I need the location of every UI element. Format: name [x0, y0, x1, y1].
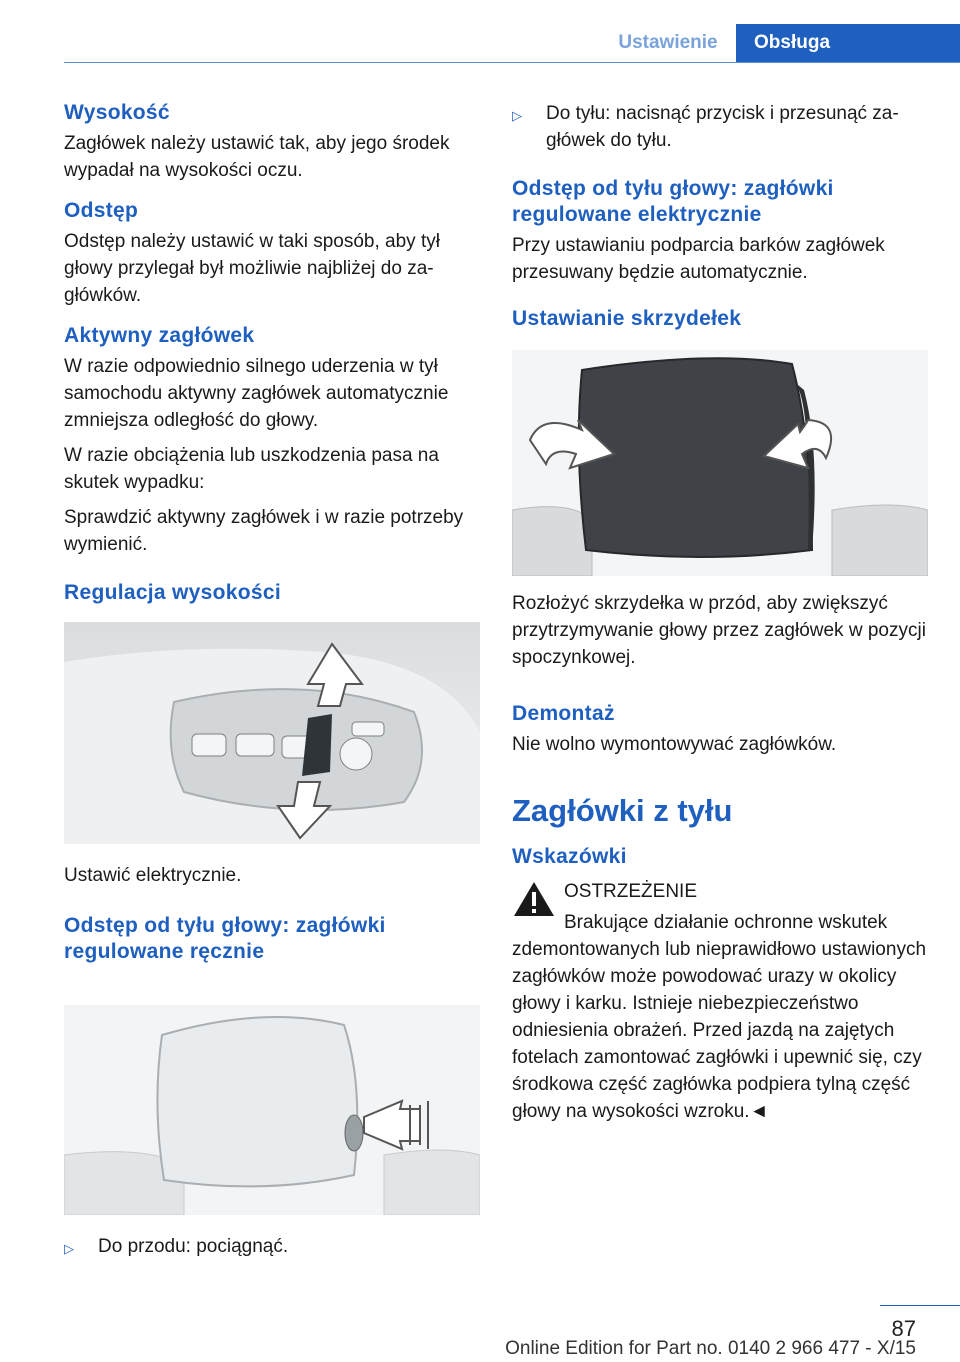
heading-aktywny: Aktywny zagłówek	[64, 324, 255, 347]
caption-regulacja: Ustawić elektrycznie.	[64, 865, 242, 886]
text-aktywny-2: W razie obciążenia lub uszkodzenia pasa na skutek wypadku:	[64, 445, 439, 493]
text-wysokosc: Zagłówek należy ustawić tak, aby jego środek wypadał na wysokości oczu.	[64, 133, 450, 181]
footer-rule	[880, 1305, 960, 1306]
warning-text: Brakujące działanie ochronne wskutek zdemontowanych lub nieprawidłowo ustawionych zagłówków może powodować urazy w okolicy głowy i karku. Istnieje niebezpieczeństwo odniesienia obrażeń. Przed jazdą na zajętych fotelach zamontować zagłówki i upewnić się, czy środkowa część zagłówka podpiera tylną część głowy na wysokości wzroku.◄	[512, 912, 927, 1122]
seat-control-illustration	[64, 622, 480, 844]
headrest-wings-figure	[512, 350, 928, 576]
heading-wskazowki: Wskazówki	[512, 845, 627, 868]
warning-box	[512, 878, 928, 1125]
bullet-backward	[512, 100, 928, 154]
caption-skrzydelka: Rozłożyć skrzydełka w przód, aby zwiększyć przytrzymywanie głowy przez zagłówek w pozycji spoczynkowej.	[512, 593, 926, 668]
text-odstep: Odstęp należy ustawić w taki sposób, aby tył głowy przylegał był możliwie najbliżej do zagłówków.	[64, 231, 440, 306]
left-column	[64, 100, 480, 1262]
heading-demontaz: Demontaż	[512, 702, 615, 725]
heading-skrzydelka: Ustawianie skrzydełek	[512, 307, 742, 330]
tab-chapter[interactable]: Obsługa	[736, 24, 960, 62]
text-demontaz: Nie wolno wymontowywać zagłówków.	[512, 734, 837, 755]
heading-regulacja: Regulacja wysokości	[64, 581, 281, 604]
edition-footer: Online Edition for Part no. 0140 2 966 477 - X/15	[505, 1338, 916, 1359]
heading-odstep-elektr: Odstęp od tyłu głowy: zagłówki regulowane elektrycznie	[512, 177, 834, 226]
bullet-triangle-icon: ▷	[64, 1241, 74, 1256]
text-aktywny-3: Sprawdzić aktywny zagłówek i w razie potrzeby wymienić.	[64, 507, 464, 555]
heading-zaglowki-tylu: Zagłówki z tyłu	[512, 793, 733, 828]
bullet-forward-text: Do przodu: pociągnąć.	[98, 1236, 289, 1257]
warning-triangle-icon	[512, 880, 556, 918]
warning-title: OSTRZEŻENIE	[564, 881, 698, 902]
bullet-backward-text: Do tyłu: nacisnąć przycisk i przesunąć zagłówek do tyłu.	[546, 103, 899, 151]
page-number: 87	[891, 1316, 916, 1341]
seat-control-figure	[64, 622, 480, 844]
heading-odstep: Odstęp	[64, 199, 139, 222]
headrest-manual-illustration	[64, 1005, 480, 1215]
text-aktywny-1: W razie odpowiednio silnego uderzenia w tył samochodu aktywny zagłówek automatycznie zmniejsza odległość do głowy.	[64, 356, 449, 431]
headrest-wings-illustration	[512, 350, 928, 576]
header-rule	[64, 62, 960, 63]
heading-wysokosc: Wysokość	[64, 101, 170, 124]
bullet-triangle-icon: ▷	[512, 108, 522, 123]
bullet-forward	[64, 1233, 480, 1262]
headrest-manual-figure	[64, 1005, 480, 1215]
right-column	[512, 100, 928, 1125]
tab-section[interactable]: Ustawienie	[600, 24, 736, 62]
heading-odstep-reczne: Odstęp od tyłu głowy: zagłówki regulowane ręcznie	[64, 914, 386, 963]
text-odstep-elektr: Przy ustawianiu podparcia barków zagłówek przesuwany będzie automatycznie.	[512, 235, 885, 283]
